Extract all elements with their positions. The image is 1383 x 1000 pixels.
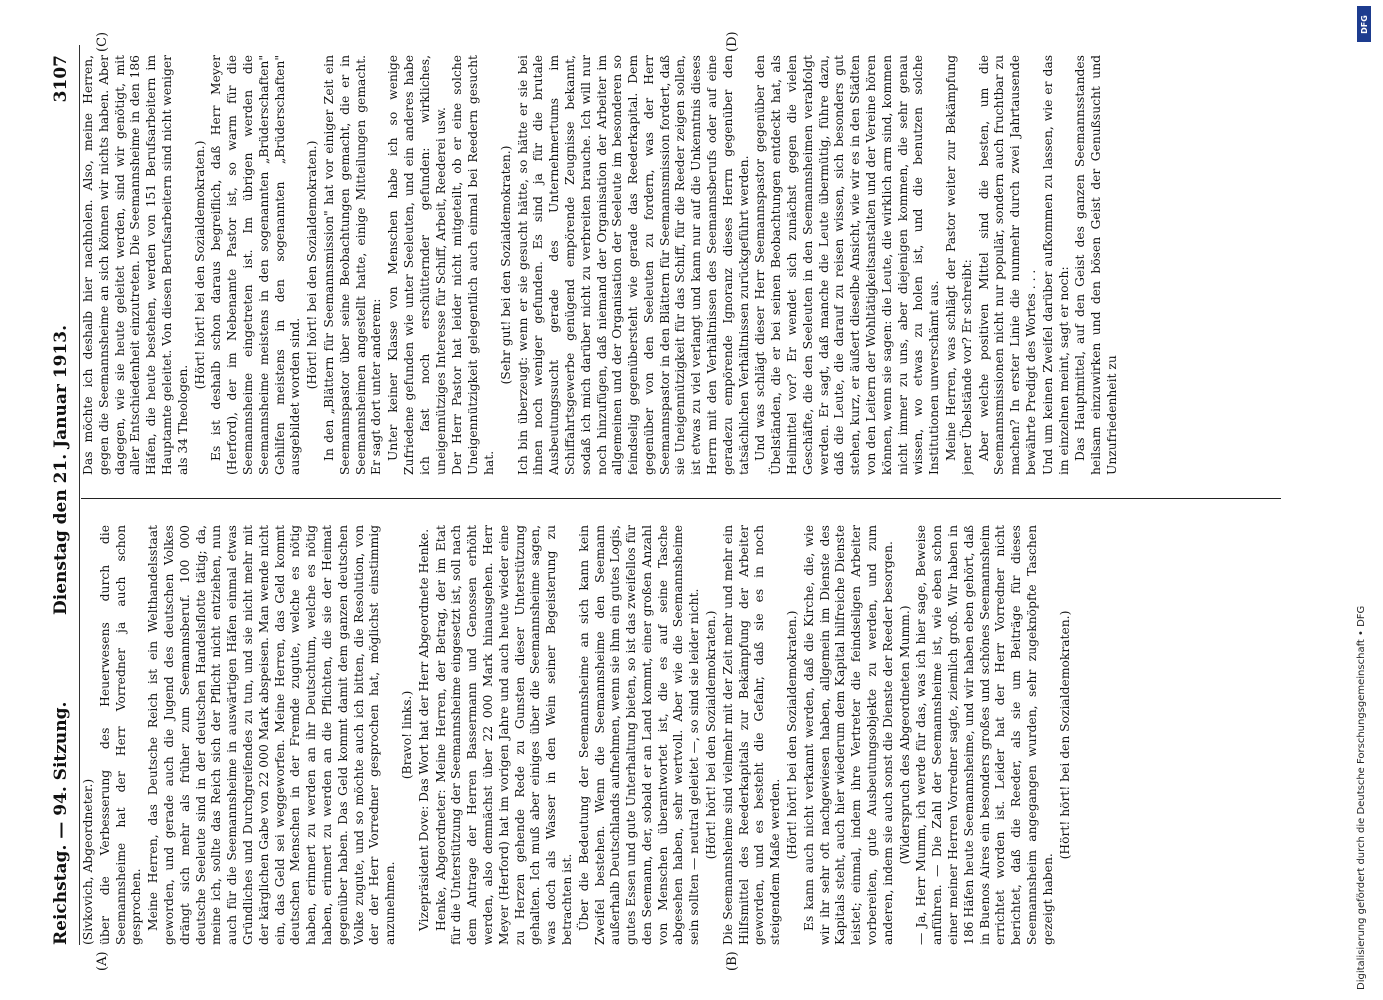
left-column bbox=[81, 525, 1296, 945]
margin-marker-a: (A) bbox=[95, 951, 110, 971]
paragraph: Meine Herren, was schlägt der Pastor weiter zur Bekämpfung jener Übelstände vor? Er schreibt: bbox=[944, 55, 974, 475]
interjection: (Hört! hört! bei den Sozialdemokraten.) bbox=[704, 610, 719, 860]
paragraph: Es kann auch nicht verkannt werden, daß die Kirche, die, wie wir ihr sehr oft nachgewiesen haben, allgemein im Dienste des Kapitals steht, auch hier wiederum dem Kapital hilfreiche Dienste leistet; einmal, indem ihre Vertreter die feindseligen Arbeiter vorbereiten, gute Ausbeutungsobjekte zu werden, und zum anderen, indem sie auch sonst die Dienste der Reeder besorgen. bbox=[801, 525, 895, 945]
interjection: (Hört! hört! bei den Sozialdemokraten.) bbox=[785, 610, 800, 860]
margin-marker-b: (B) bbox=[725, 951, 740, 971]
interjection: (Widerspruch des Abgeordneten Mumm.) bbox=[897, 605, 912, 865]
paragraph: — Ja, Herr Mumm, ich werde für das, was ich hier sage, Beweise anführen. — Die Zahl der Seemannsheime ist, wie eben schon einer meiner Herren Vorredner sagte, ziemlich groß. Wir haben in 186 Häfen heute Seemannsheime, und wir haben eben gehört, daß in Buenos Aires ein besonders großes und schönes Seemannsheim errichtet worden ist. Leider hat der Herr Vorredner nicht berichtet, daß die Reeder, als sie um Beiträge für dieses Seemannsheim angegangen wurden, sehr zugeknöpfte Taschen gezeigt haben. bbox=[914, 525, 1055, 945]
paragraph: Der Herr Pastor hat leider nicht mitgeteilt, ob er eine solche Uneigennützigkeit gelegentlich auch einmal bei Reedern gesucht hat. bbox=[450, 55, 496, 475]
paragraph: In den „Blättern für Seemannsmission" hat vor einiger Zeit ein Seemannspastor über seine Beobachtungen gemacht, die er in Seemannsheimen angestellt hatte, einige Mitteilungen gemacht. Er sagt dort unter anderem: bbox=[321, 55, 384, 475]
column-divider bbox=[81, 498, 1281, 499]
quotation: Aber welche positiven Mittel sind die besten, um die Seemannsmissionen nicht nur populär, sondern auch fruchtbar zu machen? In erster Linie die nunmehr durch zwei Jahrtausende bewährte Predigt des Wortes . . . bbox=[976, 55, 1039, 475]
header-date: Dienstag den 21. Januar 1913. bbox=[51, 325, 71, 615]
dfg-logo: DFG bbox=[1357, 6, 1371, 42]
speaker-continuation: (Sivkovich, Abgeordneter.) bbox=[81, 778, 95, 945]
paragraph: Die Seemannsheime sind vielmehr mit der Zeit mehr und mehr ein Hilfsmittel des Reederkapitals zur Bekämpfung der Arbeiter geworden, und es besteht die Gefahr, daß sie es in noch steigendem Maße werden. bbox=[720, 525, 783, 945]
paragraph: Über die Bedeutung der Seemannsheime an sich kann kein Zweifel bestehen. Wenn die Seemannsheime den Seemann außerhalb Deutschlands aufnehmen, wenn sie ihm ein gutes Logis, gutes Essen und gute Unterhaltung bieten, so ist das zweifellos für den Seemann, der, sobald er an Land kommt, einer großen Anzahl von Menschen überantwortet ist, die es auf seine Tasche abgesehen haben, sehr wertvoll. Aber wie die Seemannsheime sein sollten — neutral geleitet —, so sind sie leider nicht. bbox=[576, 525, 702, 945]
quotation: Das Hauptmittel, auf den Geist des ganzen Seemannsstandes heilsam einzuwirken und den bösen Geist der Genußsucht und Unzufriedenheit zu bbox=[1073, 55, 1119, 475]
header-session: Reichstag. — 94. Sitzung. bbox=[51, 701, 71, 945]
margin-marker-c: (C) bbox=[95, 31, 110, 52]
paragraph: Meine Herren, das Deutsche Reich ist ein Welthandelsstaat geworden, und gerade auch die Jugend des deutschen Volkes drängt sich mehr als früher zum Seemannsberuf. 100 000 deutsche Seeleute sind in der deutschen Handelsflotte tätig; da, meine ich, sollte das Reich sich der Pflicht nicht entziehen, nun auch für die Seemannsheime in auswärtigen Häfen einmal etwas Gründliches und Durchgreifendes zu tun, und sie nicht mehr mit der kärglichen Gabe von 22 000 Mark abspeisen. Man wende nicht ein, das Geld sei weggeworfen. Meine Herren, das Geld kommt deutschen Menschen in der Fremde zugute, welche es nötig haben, erinnert zu werden an ihr Deutschtum, welche es nötig haben, erinnert zu werden an die Pflichten, die sie der Heimat gegenüber haben. Das Geld kommt damit dem ganzen deutschen Volke zugute, und so möchte auch ich bitten, die Resolution, von der der Herr Vorredner gesprochen hat, möglichst einstimmig anzunehmen. bbox=[146, 525, 398, 945]
paragraph: Es ist deshalb schon daraus begreiflich, daß Herr Meyer (Herford), der im Nebenamte Pastor ist, so warm für die Seemannsheime eingetreten ist. Im übrigen werden die Seemannsheime meistens in den sogenannten „Brüderschaften" Gehilfen meistens in den sogenannten „Brüderschaften" ausgebildet worden sind. bbox=[209, 55, 303, 475]
header-rule bbox=[79, 45, 80, 945]
paragraph: Das möchte ich deshalb hier nachholen. Also, meine Herren, gegen die Seemannsheime an sich können wir nichts haben. Aber dagegen, wie sie heute geleitet werden, sind wir genötigt, mit aller Entschiedenheit einzutreten. Die Seemannsheime in den 186 Häfen, die heute bestehen, werden von 151 Berufsarbeitern im Hauptamte geleitet. Von diesen Berufsarbeitern sind nicht weniger als 34 Theologen. bbox=[81, 55, 190, 475]
margin-marker-d: (D) bbox=[725, 31, 740, 52]
paragraph: über die Verbesserung des Heuerwesens durch die Seemannsheime hat der Herr Vorredner ja auch schon gesprochen. bbox=[97, 525, 144, 945]
interjection: (Hört! hört! bei den Sozialdemokraten.) bbox=[192, 140, 207, 390]
interjection: (Sehr gut! bei den Sozialdemokraten.) bbox=[498, 145, 513, 385]
paragraph: Ich bin überzeugt: wenn er sie gesucht hätte, so hätte er sie bei ihnen noch weniger gefunden. Es sind ja für die brutale Ausbeutungssucht gerade des Unternehmertums im Schiffahrtsgewerbe genügend empörende Zeugnisse bekannt, sodaß ich mich darüber nicht zu verbreiten brauche. Ich will nur noch hinzufügen, daß niemand der Organisation der Arbeiter im allgemeinen und der Organisation der Seeleute im besonderen so feindselig gegenübersteht wie gerade das Reederkapital. Dem gegenüber von den Seeleuten zu fordern, was der Herr Seemannspastor in den Blättern für Seemannsmission fordert, daß sie Uneigennützigkeit für das Schiff, für die Reeder zeigen sollen, ist etwas zu viel verlangt und kann nur auf die Unkenntnis dieses Herrn mit den Verhältnissen des Seemannsberufs oder auf eine geradezu empörende Ignoranz dieses Herrn gegenüber den tatsächlichen Verhältnissen zurückgeführt werden. bbox=[515, 55, 751, 475]
chair-announcement: Vizepräsident Dove: Das Wort hat der Herr Abgeordnete Henke. bbox=[416, 528, 431, 931]
paragraph: Henke, Abgeordneter: Meine Herren, der Betrag, der im Etat für die Unterstützung der Seemannsheime eingesetzt ist, soll nach dem Antrage der Herren Bassermann und Genossen erhöht werden, also demnächst über 22 000 Mark hinausgehen. Herr Meyer (Herford) hat im vorigen Jahre und auch heute wieder eine zu Herzen gehende Rede zu Gunsten dieser Unterstützung gehalten. Ich muß aber einiges über die Seemannsheime sagen, was doch als Wasser in den Wein seiner Begeisterung zu betrachten ist. bbox=[433, 525, 574, 945]
paragraph: Und was schlägt dieser Herr Seemannspastor gegenüber den Übelständen, die er bei seinen Beobachtungen entdeckt hat, als Heilmittel vor? Er wendet sich zunächst gegen die vielen Geschäfte, die den Seeleuten in den Seemannsheimen verabfolgt werden. Er sagt, daß manche die Leute übermütig, führe dazu, daß die Leute, die darauf zu reisen wissen, sich besonders gut stehen, kurz, er äußert dieselbe Ansicht, wie wir es in den Städten von den Leitern der Wohltätigkeitsanstalten und der Vereine hören können, wenn sie sagen: die Leute, die wirklich arm sind, kommen nicht immer zu uns, aber diejenigen kommen, die sehr genau wissen, wo etwas zu holen ist, und die benutzen solche Institutionen unverschämt aus. bbox=[753, 55, 942, 475]
rotated-newspaper-sheet bbox=[45, 31, 1325, 971]
paragraph: Und um keinen Zweifel darüber aufkommen zu lassen, wie er das im einzelnen meint, sagt er noch: bbox=[1040, 55, 1071, 475]
quotation: Unter keiner Klasse von Menschen habe ich so wenige Zufriedene gefunden wie unter Seeleuten, und ein anderes habe ich fast noch erschütternder gefunden: wirkliches, uneigennütziges Interesse für Schiff, Arbeit, Reederei usw. bbox=[386, 55, 448, 475]
interjection: (Hört! hört! bei den Sozialdemokraten.) bbox=[1057, 610, 1072, 860]
interjection: (Bravo! links.) bbox=[399, 690, 414, 780]
page-header bbox=[45, 45, 79, 945]
page-number: 3107 bbox=[51, 55, 71, 103]
digitization-note: Digitalisierung gefördert durch die Deutsche Forschungsgemeinschaft • DFG bbox=[1356, 605, 1367, 990]
interjection: (Hört! hört! bei den Sozialdemokraten.) bbox=[305, 140, 320, 390]
right-column bbox=[81, 55, 1296, 475]
